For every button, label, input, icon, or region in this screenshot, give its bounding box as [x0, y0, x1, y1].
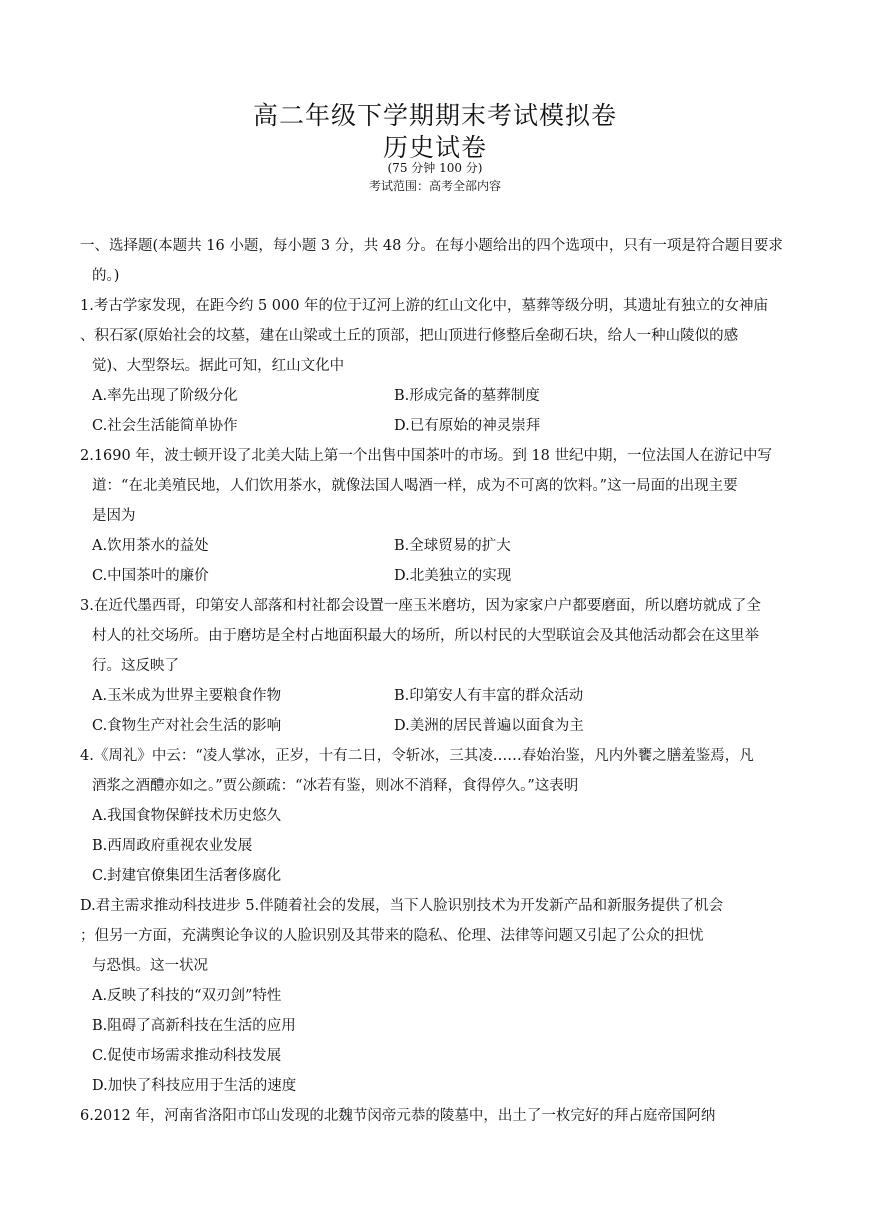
q1-stem-line: 1.考古学家发现，在距今约 5 000 年的位于辽河上游的红山文化中，墓葬等级分明，其遗址有独立的女神庙	[80, 298, 769, 314]
q1-stem-line: 、积石冢(原始社会的坟墓，建在山梁或土丘的顶部，把山顶进行修整后垒砌石块，给人一种山陵似的感	[80, 328, 739, 344]
q1-stem-line: 觉)、大型祭坛。据此可知，红山文化中	[92, 358, 345, 374]
q1-option-a: A.率先出现了阶级分化	[92, 388, 238, 404]
q3-stem-line: 3.在近代墨西哥，印第安人部落和村社都会设置一座玉米磨坊，因为家家户户都要磨面，所以磨坊就成了全	[80, 598, 761, 614]
q4-option-c: C.封建官僚集团生活奢侈腐化	[92, 868, 282, 884]
q3-stem-line: 村人的社交场所。由于磨坊是全村占地面积最大的场所，所以村民的大型联谊会及其他活动都会在这里举	[92, 628, 759, 644]
section-heading-cont: 的。)	[92, 268, 120, 284]
q2-option-a: A.饮用茶水的益处	[92, 538, 209, 554]
q1-option-d: D.已有原始的神灵崇拜	[394, 418, 541, 434]
q4-stem-line: 4.《周礼》中云：“凌人掌冰，正岁，十有二日，令斩冰，三其凌……春始治鉴，凡内外饔之膳羞鉴焉，凡	[80, 748, 754, 764]
q2-option-c: C.中国茶叶的廉价	[92, 568, 209, 584]
time-score: (75 分钟 100 分)	[387, 161, 483, 175]
q5-option-b: B.阻碍了高新科技在生活的应用	[92, 1018, 296, 1034]
q2-stem-line: 道：“在北美殖民地，人们饮用茶水，就像法国人喝酒一样，成为不可离的饮料。”这一局面的出现主要	[92, 478, 738, 494]
q1-option-c: C.社会生活能简单协作	[92, 418, 238, 434]
exam-scope: 考试范围：高考全部内容	[368, 179, 501, 193]
q5-option-a: A.反映了科技的“双刃剑”特性	[92, 988, 282, 1004]
q4-stem-line: 酒浆之酒醴亦如之。”贾公颜疏：“冰若有鉴，则冰不消释，食得停久。”这表明	[92, 778, 579, 794]
q3-option-c: C.食物生产对社会生活的影响	[92, 718, 282, 734]
subject-title: 历史试卷	[382, 133, 487, 162]
exam-title: 高二年级下学期期末考试模拟卷	[252, 101, 617, 130]
q5-option-d: D.加快了科技应用于生活的速度	[92, 1078, 297, 1094]
section-heading: 一、选择题(本题共 16 小题，每小题 3 分，共 48 分。在每小题给出的四个选项中，只有一项是符合题目要求	[80, 238, 783, 254]
q5-stem-line: 与恐惧。这一状况	[92, 958, 208, 974]
q6-stem-line: 6.2012 年，河南省洛阳市邙山发现的北魏节闵帝元恭的陵墓中，出土了一枚完好的拜占庭帝国阿纳	[80, 1108, 716, 1124]
q5-stem-line: ；但另一方面，充满舆论争议的人脸识别及其带来的隐私、伦理、法律等问题又引起了公众的担忧	[80, 928, 704, 944]
q5-stem-line: D.君主需求推动科技进步 5.伴随着社会的发展，当下人脸识别技术为开发新产品和新服务提供了机会	[80, 898, 724, 914]
q3-option-b: B.印第安人有丰富的群众活动	[394, 688, 584, 704]
q3-option-a: A.玉米成为世界主要粮食作物	[92, 688, 282, 704]
q2-stem-line: 是因为	[92, 508, 136, 524]
q4-option-a: A.我国食物保鲜技术历史悠久	[92, 808, 282, 824]
q5-option-c: C.促使市场需求推动科技发展	[92, 1048, 282, 1064]
q4-option-b: B.西周政府重视农业发展	[92, 838, 253, 854]
q2-option-b: B.全球贸易的扩大	[394, 538, 511, 554]
q1-option-b: B.形成完备的墓葬制度	[394, 388, 540, 404]
q3-stem-line: 行。这反映了	[92, 658, 179, 674]
q2-stem-line: 2.1690 年，波士顿开设了北美大陆上第一个出售中国茶叶的市场。到 18 世纪中期，一位法国人在游记中写	[80, 448, 773, 464]
q3-option-d: D.美洲的居民普遍以面食为主	[394, 718, 584, 734]
q2-option-d: D.北美独立的实现	[394, 568, 512, 584]
